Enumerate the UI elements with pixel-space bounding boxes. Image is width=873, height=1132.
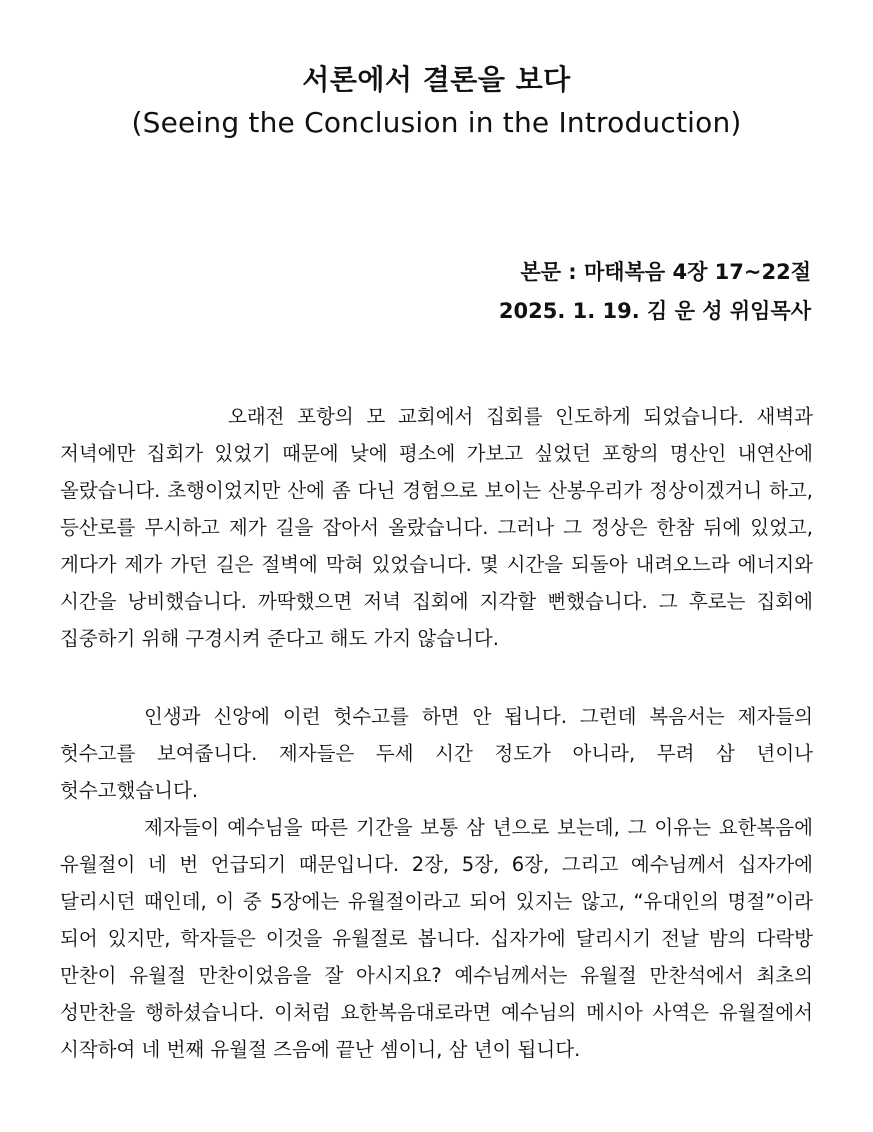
paragraph-3: 제자들이 예수님을 따른 기간을 보통 삼 년으로 보는데, 그 이유는 요한복음에 유월절이 네 번 언급되기 때문입니다. 2장, 5장, 6장, 그리고 예수님께서 십자가에 달리시던 때인데, 이 중 5장에는 유월절이라고 되어 있지는 않고, “유대인의 명절”이라 되어 있지만, 학자들은 이것을 유월절로 봅니다. 십자가에 달리시기 전날 밤의 다락방 만찬이 유월절 만찬이었음을 잘 아시지요? 예수님께서는 유월절 만찬석에서 최초의 성만찬을 행하셨습니다. 이처럼 요한복음대로라면 예수님의 메시아 사역은 유월절에서 시작하여 네 번째 유월절 즈음에 끝난 셈이니, 삼 년이 됩니다. [60,816,813,1061]
title-korean: 서론에서 결론을 보다 [302,63,571,96]
title-english: (Seeing the Conclusion in the Introduction) [131,106,742,139]
scripture-reference: 본문 : 마태복음 4장 17~22절 [520,260,811,284]
paragraph-2: 인생과 신앙에 이런 헛수고를 하면 안 됩니다. 그런데 복음서는 제자들의 헛수고를 보여줍니다. 제자들은 두세 시간 정도가 아니라, 무려 삼 년이나 헛수고했습니다. [60,705,813,802]
paragraph-1: 오래전 포항의 모 교회에서 집회를 인도하게 되었습니다. 새벽과 저녁에만 집회가 있었기 때문에 낮에 평소에 가보고 싶었던 포항의 명산인 내연산에 올랐습니다. 초행이었지만 산에 좀 다닌 경험으로 보이는 산봉우리가 정상이겠거니 하고, 등산로를 무시하고 제가 길을 잡아서 올랐습니다. 그러나 그 정상은 한참 뒤에 있었고, 게다가 제가 가던 길은 절벽에 막혀 있었습니다. 몇 시간을 되돌아 내려오느라 에너지와 시간을 낭비했습니다. 까딱했으면 저녁 집회에 지각할 뻔했습니다. 그 후로는 집회에 집중하기 위해 구경시켜 준다고 해도 가지 않습니다. [60,405,813,650]
date-and-author: 2025. 1. 19. 김 운 성 위임목사 [498,299,811,323]
